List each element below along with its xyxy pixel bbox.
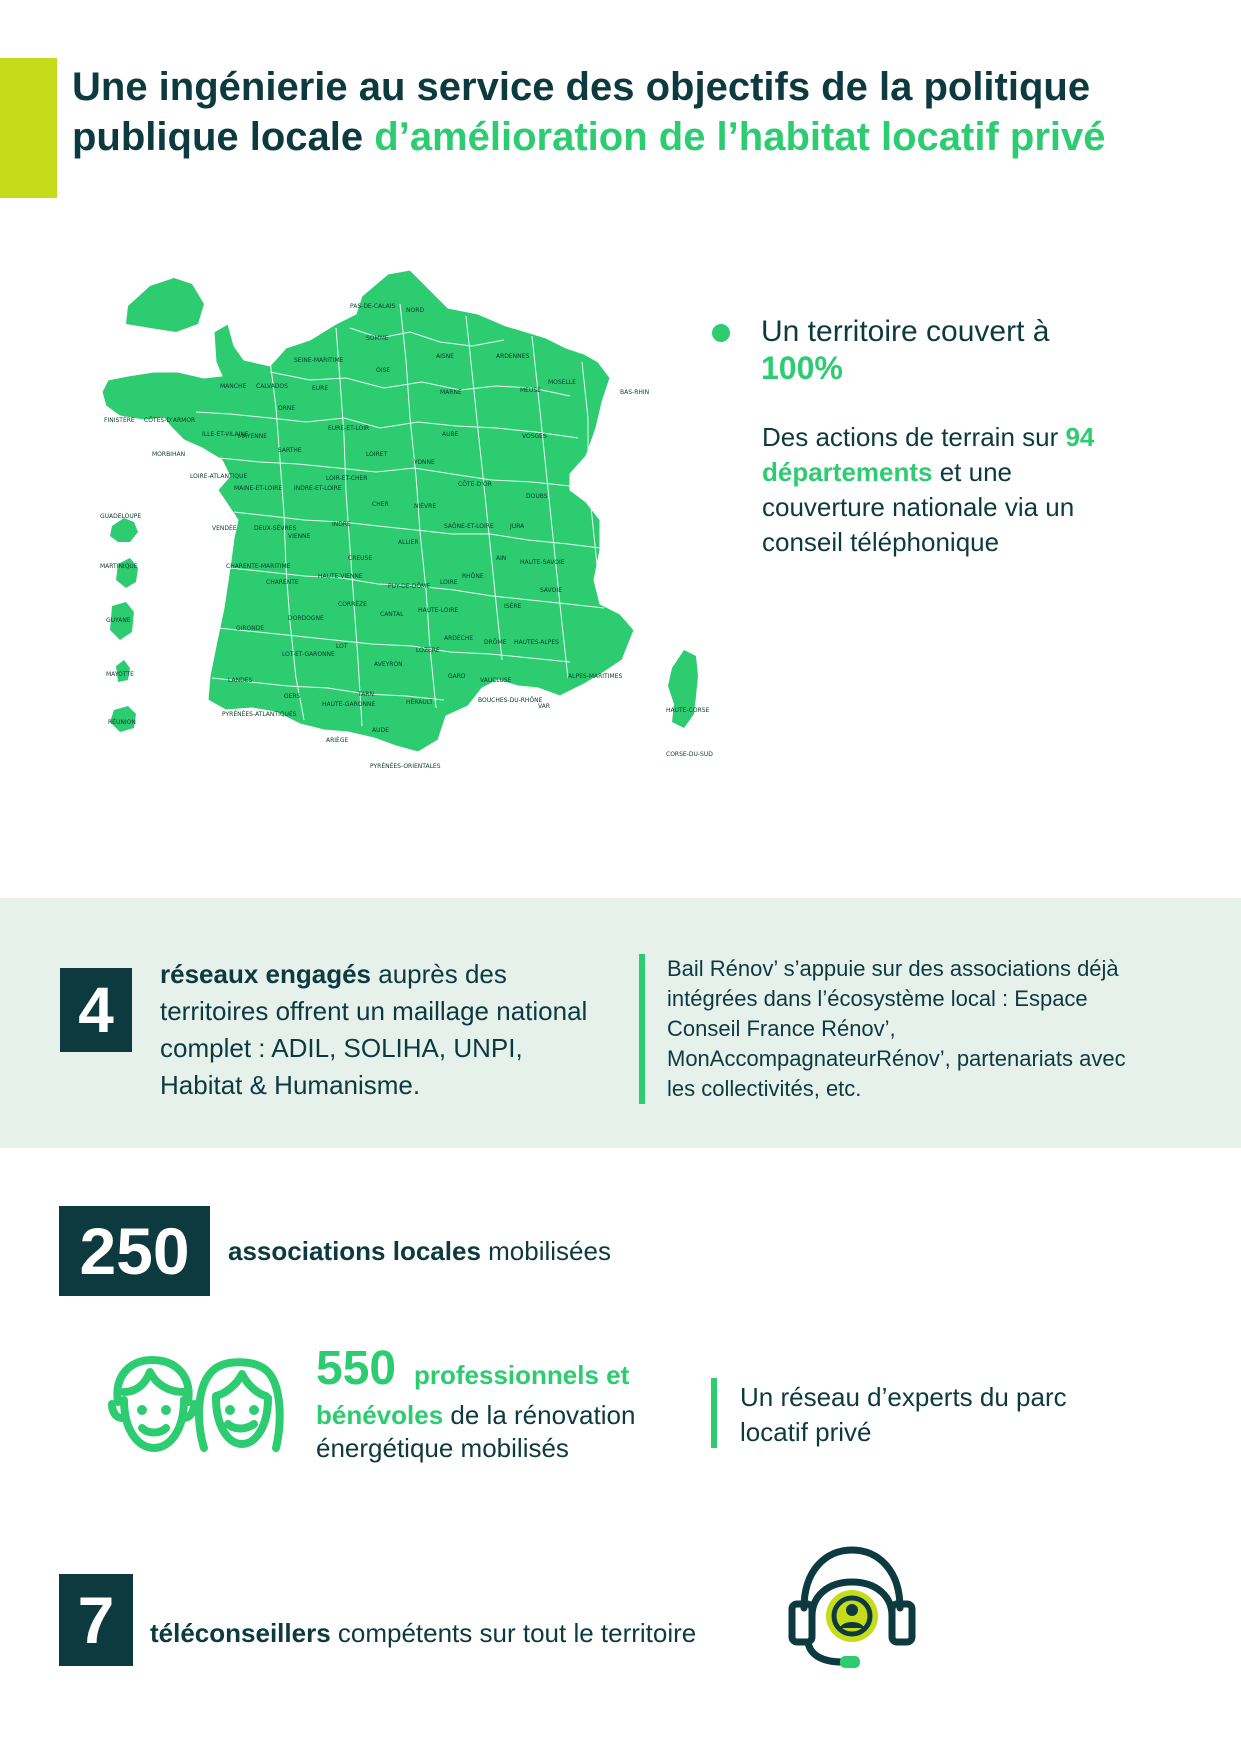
svg-text:MAYOTTE: MAYOTTE	[106, 671, 134, 678]
svg-text:LOIRE-ATLANTIQUE: LOIRE-ATLANTIQUE	[190, 473, 248, 480]
svg-text:MARTINIQUE: MARTINIQUE	[100, 563, 138, 570]
svg-text:LOIRET: LOIRET	[366, 451, 388, 458]
svg-text:GUYANE: GUYANE	[106, 617, 131, 624]
professionnels-line1: professionnels et	[414, 1360, 630, 1390]
svg-text:OISE: OISE	[376, 367, 391, 374]
svg-text:MAINE-ET-LOIRE: MAINE-ET-LOIRE	[234, 485, 283, 492]
title-part1: Une ingénierie au service des objectifs de la politique publique locale	[72, 65, 1091, 159]
svg-text:CÔTE-D’OR: CÔTE-D’OR	[458, 481, 492, 488]
headset-icon	[784, 1540, 920, 1668]
svg-text:INDRE-ET-LOIRE: INDRE-ET-LOIRE	[294, 485, 342, 492]
svg-text:VENDÉE: VENDÉE	[212, 525, 237, 532]
idf-inset	[126, 278, 204, 332]
actions-part2: et une couverture nationale via un conseil téléphonique	[762, 457, 1075, 557]
actions-part1: Des actions de terrain sur	[762, 422, 1066, 452]
svg-text:BOUCHES-DU-RHÔNE: BOUCHES-DU-RHÔNE	[478, 697, 543, 704]
svg-text:GERS: GERS	[284, 693, 301, 700]
svg-text:EURE: EURE	[312, 385, 329, 392]
actions-highlight: 94 départements	[762, 422, 1095, 487]
svg-text:VIENNE: VIENNE	[288, 533, 311, 540]
associations-bold: associations locales	[228, 1236, 481, 1266]
svg-text:HAUTES-ALPES: HAUTES-ALPES	[514, 639, 559, 646]
svg-text:ARDÈCHE: ARDÈCHE	[444, 635, 474, 642]
reseaux-rest: auprès des territoires offrent un maillage national complet : ADIL, SOLIHA, UNPI, Habitat & Humanisme.	[160, 959, 588, 1100]
svg-text:EURE-ET-LOIR: EURE-ET-LOIR	[328, 425, 370, 432]
svg-text:DEUX-SÈVRES: DEUX-SÈVRES	[254, 525, 297, 532]
experts-note: Un réseau d’experts du parc locatif privé	[740, 1382, 1067, 1447]
svg-text:CREUSE: CREUSE	[348, 555, 373, 562]
svg-text:MARNE: MARNE	[440, 389, 462, 396]
svg-text:TARN: TARN	[358, 691, 374, 698]
svg-text:GUADELOUPE: GUADELOUPE	[100, 513, 142, 520]
svg-text:PUY-DE-DÔME: PUY-DE-DÔME	[388, 583, 431, 590]
svg-text:NORD: NORD	[406, 307, 424, 314]
professionnels-line2-rest: de la rénovation	[443, 1400, 636, 1430]
svg-text:MOSELLE: MOSELLE	[548, 379, 576, 386]
coverage-percent: 100%	[761, 350, 843, 386]
benevoles-highlight: bénévoles	[316, 1400, 444, 1430]
svg-text:AUDE: AUDE	[372, 727, 389, 734]
svg-text:CÔTES-D’ARMOR: CÔTES-D’ARMOR	[144, 417, 196, 424]
reseaux-text	[160, 956, 610, 1104]
professionnels-line2	[316, 1398, 635, 1432]
svg-text:CHER: CHER	[372, 501, 389, 508]
svg-text:DOUBS: DOUBS	[526, 493, 548, 500]
svg-text:AIN: AIN	[496, 555, 507, 562]
people-faces-icon	[104, 1352, 284, 1456]
svg-text:LOT: LOT	[336, 643, 348, 650]
title-part2: d’amélioration de l’habitat locatif privé	[374, 115, 1106, 159]
svg-text:MANCHE: MANCHE	[220, 383, 247, 390]
svg-text:VAR: VAR	[538, 703, 550, 710]
france-map	[100, 268, 720, 828]
mainland-france	[102, 270, 634, 752]
teleconseillers-number: 7	[59, 1574, 133, 1666]
teleconseillers-rest: compétents sur tout le territoire	[330, 1618, 697, 1648]
svg-text:CHARENTE: CHARENTE	[266, 579, 299, 586]
svg-text:CORSE-DU-SUD: CORSE-DU-SUD	[666, 751, 713, 758]
svg-text:MAYENNE: MAYENNE	[238, 433, 268, 440]
svg-text:HÉRAULT: HÉRAULT	[406, 699, 433, 706]
accent-bar	[0, 58, 57, 198]
svg-text:LOZÈRE: LOZÈRE	[416, 647, 440, 654]
bail-note: Bail Rénov’ s’appuie sur des associations déjà intégrées dans l’écosystème local : Espace Conseil France Rénov’, MonAccompagnateurRénov’, partenariats avec les collectivités, etc.	[667, 956, 1126, 1101]
actions-paragraph	[762, 420, 1122, 560]
svg-text:ALLIER: ALLIER	[398, 539, 419, 546]
svg-text:DORDOGNE: DORDOGNE	[288, 615, 324, 622]
page-title	[72, 62, 1192, 162]
svg-text:GIRONDE: GIRONDE	[236, 625, 265, 632]
svg-text:SEINE-MARITIME: SEINE-MARITIME	[294, 357, 344, 364]
svg-text:RÉUNION: RÉUNION	[108, 719, 136, 726]
svg-text:ARIÈGE: ARIÈGE	[326, 737, 349, 744]
svg-text:PAS-DE-CALAIS: PAS-DE-CALAIS	[350, 303, 396, 310]
svg-text:HAUTE-VIENNE: HAUTE-VIENNE	[318, 573, 363, 580]
svg-text:HAUTE-CORSE: HAUTE-CORSE	[666, 707, 710, 714]
teleconseillers-bold: téléconseillers	[150, 1618, 331, 1648]
svg-text:MORBIHAN: MORBIHAN	[152, 451, 186, 458]
svg-text:AUBE: AUBE	[442, 431, 459, 438]
bullet-dot	[712, 324, 730, 342]
guadeloupe	[110, 518, 138, 542]
svg-text:FINISTÈRE: FINISTÈRE	[104, 417, 135, 424]
svg-text:MEUSE: MEUSE	[520, 387, 541, 394]
svg-text:CHARENTE-MARITIME: CHARENTE-MARITIME	[226, 563, 291, 570]
svg-text:SARTHE: SARTHE	[278, 447, 302, 454]
svg-text:ISÈRE: ISÈRE	[504, 603, 522, 610]
svg-text:DRÔME: DRÔME	[484, 639, 507, 646]
svg-text:BAS-RHIN: BAS-RHIN	[620, 389, 650, 396]
svg-text:HAUTE-LOIRE: HAUTE-LOIRE	[418, 607, 459, 614]
svg-text:CORRÈZE: CORRÈZE	[338, 601, 367, 608]
svg-text:LOIRE: LOIRE	[440, 579, 458, 586]
associations-text	[228, 1236, 611, 1267]
svg-text:GARD: GARD	[448, 673, 466, 680]
svg-text:VOSGES: VOSGES	[522, 433, 547, 440]
svg-text:HAUTE-GARONNE: HAUTE-GARONNE	[322, 701, 376, 708]
divider-line-2	[711, 1378, 717, 1448]
svg-text:PYRÉNÉES-ATLANTIQUES: PYRÉNÉES-ATLANTIQUES	[222, 711, 297, 718]
corsica	[668, 650, 698, 728]
coverage-text: Un territoire couvert à	[761, 315, 1050, 348]
svg-text:LOIR-ET-CHER: LOIR-ET-CHER	[326, 475, 368, 482]
professionnels-line3: énergétique mobilisés	[316, 1433, 569, 1463]
svg-text:SAVOIE: SAVOIE	[540, 587, 562, 594]
reseaux-bold: réseaux engagés	[160, 959, 372, 989]
svg-text:ORNE: ORNE	[278, 405, 296, 412]
svg-text:PYRÉNÉES-ORIENTALES: PYRÉNÉES-ORIENTALES	[370, 763, 441, 770]
svg-text:SAÔNE-ET-LOIRE: SAÔNE-ET-LOIRE	[444, 523, 494, 530]
professionnels-number: 550	[316, 1342, 397, 1395]
svg-text:RHÔNE: RHÔNE	[462, 573, 484, 580]
teleconseillers-text	[150, 1618, 696, 1649]
reseaux-number: 4	[60, 968, 132, 1052]
svg-text:SOMME: SOMME	[366, 335, 389, 342]
svg-text:ALPES-MARITIMES: ALPES-MARITIMES	[568, 673, 623, 680]
svg-text:ILLE-ET-VILAINE: ILLE-ET-VILAINE	[202, 431, 249, 438]
svg-text:JURA: JURA	[510, 523, 525, 530]
france-map-svg	[100, 268, 720, 828]
associations-number: 250	[59, 1206, 210, 1296]
svg-text:HAUTE-SAVOIE: HAUTE-SAVOIE	[520, 559, 565, 566]
svg-text:YONNE: YONNE	[414, 459, 435, 466]
svg-text:INDRE: INDRE	[332, 521, 351, 528]
svg-text:ARDENNES: ARDENNES	[496, 353, 530, 360]
svg-text:VAUCLUSE: VAUCLUSE	[480, 677, 512, 684]
divider-line	[639, 954, 645, 1104]
svg-text:NIÈVRE: NIÈVRE	[414, 503, 437, 510]
svg-text:AISNE: AISNE	[436, 353, 454, 360]
svg-text:CALVADOS: CALVADOS	[256, 383, 288, 390]
svg-text:AVEYRON: AVEYRON	[374, 661, 403, 668]
svg-text:CANTAL: CANTAL	[380, 611, 404, 618]
svg-text:LANDES: LANDES	[228, 677, 253, 684]
associations-rest: mobilisées	[480, 1236, 611, 1266]
svg-text:LOT-ET-GARONNE: LOT-ET-GARONNE	[282, 651, 335, 658]
